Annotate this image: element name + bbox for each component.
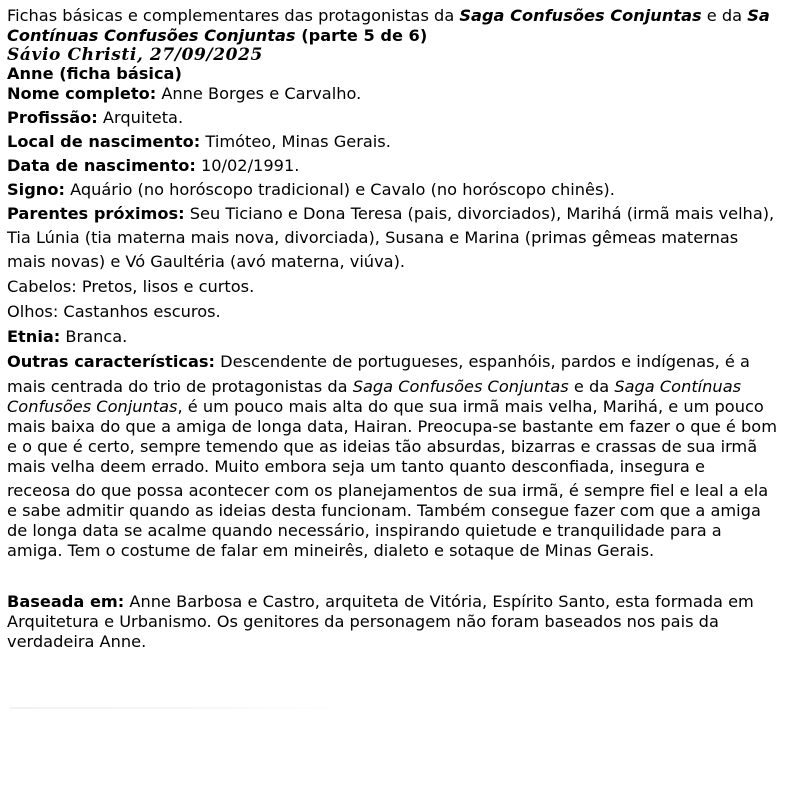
field-value: Timóteo, Minas Gerais. [200, 132, 391, 151]
field-parentes-line-2: Tia Lúnia (tia materna mais nova, divorciada), Susana e Marina (primas gêmeas maternas [7, 228, 739, 247]
field-etnia [7, 327, 792, 347]
title-text: Fichas básicas e complementares das protagonistas da [7, 6, 460, 25]
field-value: Seu Ticiano e Dona Teresa (pais, divorciados), Marihá (irmã mais velha), [184, 204, 775, 223]
field-label: Signo: [7, 180, 65, 199]
title-part: (parte 5 de 6) [295, 26, 428, 45]
faint-divider [10, 707, 340, 709]
paragraph-text: e da [568, 377, 615, 396]
field-olhos: Olhos: Castanhos escuros. [7, 302, 221, 321]
saga-name: Saga Confusões Conjuntas [352, 377, 569, 396]
field-value: Anne Barbosa e Castro, arquiteta de Vitória, Espírito Santo, esta formada em [124, 592, 754, 611]
outras-line-6: mais velha deem errado. Muito embora seja um tanto quanto desconfiada, insegura e [7, 457, 705, 476]
field-parentes-line-3: mais novas) e Vó Gaultéria (avó materna, viúva). [7, 252, 406, 271]
field-value: Branca. [60, 327, 128, 346]
field-value: Anne Borges e Carvalho. [156, 84, 362, 103]
field-cabelos: Cabelos: Pretos, lisos e curtos. [7, 277, 255, 296]
field-profissao [7, 108, 792, 128]
sheet-title-text: Anne (ficha básica) [7, 64, 182, 83]
field-label: Baseada em: [7, 592, 125, 611]
field-parentes [7, 204, 792, 224]
field-nome [7, 84, 792, 104]
outras-line-10: amiga. Tem o costume de falar em mineirês, dialeto e sotaque de Minas Gerais. [7, 541, 655, 560]
title-saga-1: Saga Confusões Conjuntas [459, 6, 702, 25]
field-value: Aquário (no horóscopo tradicional) e Cavalo (no horóscopo chinês). [64, 180, 615, 199]
document-title-line-2 [7, 26, 792, 46]
paragraph-text: , é um pouco mais alta do que sua irmã mais velha, Marihá, e um pouco [177, 397, 764, 416]
field-baseada [7, 592, 792, 612]
outras-line-5: e o que é certo, sempre temendo que as ideias tão absurdas, bizarras e crassas de sua irmã [7, 437, 758, 456]
outras-line-8: e sabe admitir quando as ideias desta funcionam. Também consegue fazer com que a amiga [7, 501, 761, 520]
document-page [7, 6, 792, 652]
field-label: Local de nascimento: [7, 132, 201, 151]
title-saga-2: Sa [747, 6, 770, 25]
baseada-line-3: verdadeira Anne. [7, 632, 147, 651]
sheet-title [7, 64, 792, 84]
saga-name: Confusões Conjuntas [7, 397, 178, 416]
outras-line-7: receosa do que possa acontecer com os planejamentos de sua irmã, é sempre fiel e leal a ela [7, 481, 769, 500]
baseada-line-2: Arquitetura e Urbanismo. Os genitores da personagem não foram baseados nos pais da [7, 612, 719, 631]
outras-line-2 [7, 377, 792, 397]
field-local [7, 132, 792, 152]
title-text: e da [701, 6, 748, 25]
outras-line-3 [7, 397, 792, 417]
field-label: Etnia: [7, 327, 61, 346]
document-title [7, 6, 792, 26]
field-outras [7, 352, 792, 372]
field-value: Arquiteta. [97, 108, 184, 127]
outras-line-9: de longa data se acalme quando necessário, inspirando quietude e tranquilidade para a [7, 521, 722, 540]
field-data [7, 156, 792, 176]
field-signo [7, 180, 792, 200]
field-value: 10/02/1991. [195, 156, 300, 175]
field-label: Nome completo: [7, 84, 157, 103]
outras-line-4: mais baixa do que a amiga de longa data, Hairan. Preocupa-se bastante em fazer o que é bom [7, 417, 777, 436]
author-date: Sávio Christi, 27/09/2025 [7, 45, 263, 65]
title-saga-2-rest: Contínuas Confusões Conjuntas [7, 26, 296, 45]
field-label: Parentes próximos: [7, 204, 185, 223]
field-label: Profissão: [7, 108, 98, 127]
field-value: Descendente de portugueses, espanhóis, pardos e indígenas, é a [215, 352, 750, 371]
field-label: Outras características: [7, 352, 216, 371]
field-label: Data de nascimento: [7, 156, 196, 175]
paragraph-text: mais centrada do trio de protagonistas da [7, 377, 353, 396]
saga-name: Saga Contínuas [614, 377, 742, 396]
